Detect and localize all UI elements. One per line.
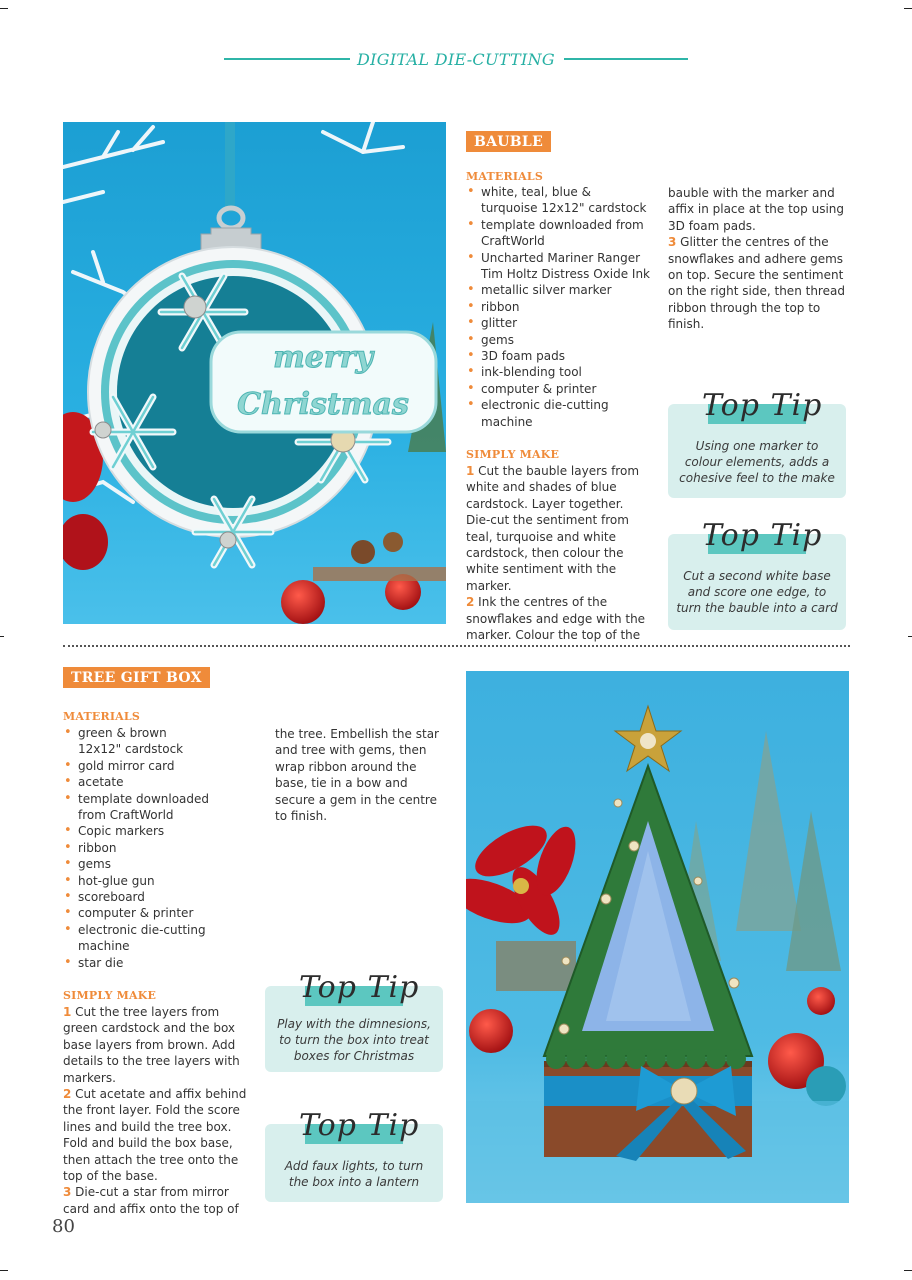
step-number: 3 [63,1185,72,1200]
top-tip-box [668,388,846,498]
list-item: • star die [63,955,213,971]
list-item: • white, teal, blue & turquoise 12x12" cardstock [466,184,650,217]
bauble-method-text [466,463,650,643]
tip-text: Play with the dimnesions, to turn the box into treat boxes for Christmas [277,1017,431,1063]
step-number: 1 [63,1005,72,1019]
crop-mark [908,636,912,637]
crop-mark [0,636,4,637]
step-number: 2 [466,595,475,610]
list-item: • electronic die-cutting machine [63,922,213,955]
list-item: • scoreboard [63,889,213,905]
list-item: • Copic markers [63,823,213,839]
step-text: Cut the bauble layers from white and shades of blue cardstock. Layer together. Die-cut the sentiment from teal, turquoise and white cardstock, then colour the white sentiment with the marker. [466,464,640,593]
list-item: • ribbon [466,299,650,315]
tree-method-heading: SIMPLY MAKE [63,989,157,1002]
list-item: • template downloaded from CraftWorld [63,791,213,824]
tip-text: Using one marker to colour elements, adds a cohesive feel to the make [679,439,835,485]
list-item: • ink-blending tool [466,364,650,380]
bauble-materials-heading: MATERIALS [466,170,543,183]
section-header: DIGITAL DIE-CUTTING [356,50,555,69]
list-item: • 3D foam pads [466,348,650,364]
header-rule-right [564,58,688,60]
step-number: 2 [63,1087,72,1102]
top-tip-box [265,970,443,1072]
step-text: Cut the tree layers from green cardstock and the box base layers from brown. Add details to the tree layers with markers. [63,1005,240,1085]
step-text: Cut acetate and affix behind the front layer. Fold the score lines and build the tree box. Fold and build the box base, then attach the tree onto the top of the base. [63,1087,247,1184]
tree-materials-list [63,725,213,971]
step-text: bauble with the marker and affix in place at the top using 3D foam pads. [668,186,844,233]
tree-tag: TREE GIFT BOX [63,667,210,688]
bauble-tag: BAUBLE [466,131,551,152]
crop-mark [0,8,8,9]
list-item: • hot-glue gun [63,873,213,889]
tip-title: Top Tip [299,1108,420,1143]
header-rule-left [224,58,350,60]
svg-text:Christmas: Christmas [237,387,409,422]
list-item: • green & brown 12x12" cardstock [63,725,213,758]
top-tip-box [668,518,846,630]
bauble-materials-list [466,184,650,430]
tip-text: Add faux lights, to turn the box into a lantern [284,1159,424,1189]
tree-method-text [63,1004,247,1217]
step-text: Ink the centres of the snowflakes and edge with the marker. Colour the top of the [466,595,646,643]
section-divider [63,645,850,647]
list-item: • acetate [63,774,213,790]
tree-box-photo [466,671,849,1203]
step-text: Die-cut a star from mirror card and affix onto the top of [63,1185,239,1216]
list-item: • ribbon [63,840,213,856]
list-item: • computer & printer [466,381,650,397]
list-item: • Uncharted Mariner Ranger Tim Holtz Distress Oxide Ink [466,250,650,283]
step-text: the tree. Embellish the star and tree with gems, then wrap ribbon around the base, tie in a bow and secure a gem in the centre to finish. [275,727,439,824]
list-item: • gems [63,856,213,872]
list-item: • glitter [466,315,650,331]
bauble-method-heading: SIMPLY MAKE [466,448,560,461]
tip-title: Top Tip [702,518,823,553]
list-item: • metallic silver marker [466,282,650,298]
bauble-photo [63,122,446,624]
svg-text:merry: merry [273,340,373,375]
tree-materials-heading: MATERIALS [63,710,140,723]
list-item: • gold mirror card [63,758,213,774]
step-number: 1 [466,464,475,478]
list-item: • computer & printer [63,905,213,921]
crop-mark [904,8,912,9]
list-item: • electronic die-cutting machine [466,397,650,430]
list-item: • template downloaded from CraftWorld [466,217,650,250]
crop-mark [0,1270,8,1271]
step-number: 3 [668,235,677,250]
tip-text: Cut a second white base and score one edge, to turn the bauble into a card [676,569,838,615]
page-number: 80 [52,1216,75,1237]
tip-title: Top Tip [702,388,823,423]
list-item: • gems [466,332,650,348]
crop-mark [904,1270,912,1271]
step-text: Glitter the centres of the snowflakes and adhere gems on top. Secure the sentiment on the right side, then thread ribbon through the top to finish. [668,235,845,332]
bauble-method-continued [668,185,850,333]
top-tip-box [265,1108,443,1202]
tip-title: Top Tip [299,970,420,1005]
tree-method-continued [275,726,447,824]
